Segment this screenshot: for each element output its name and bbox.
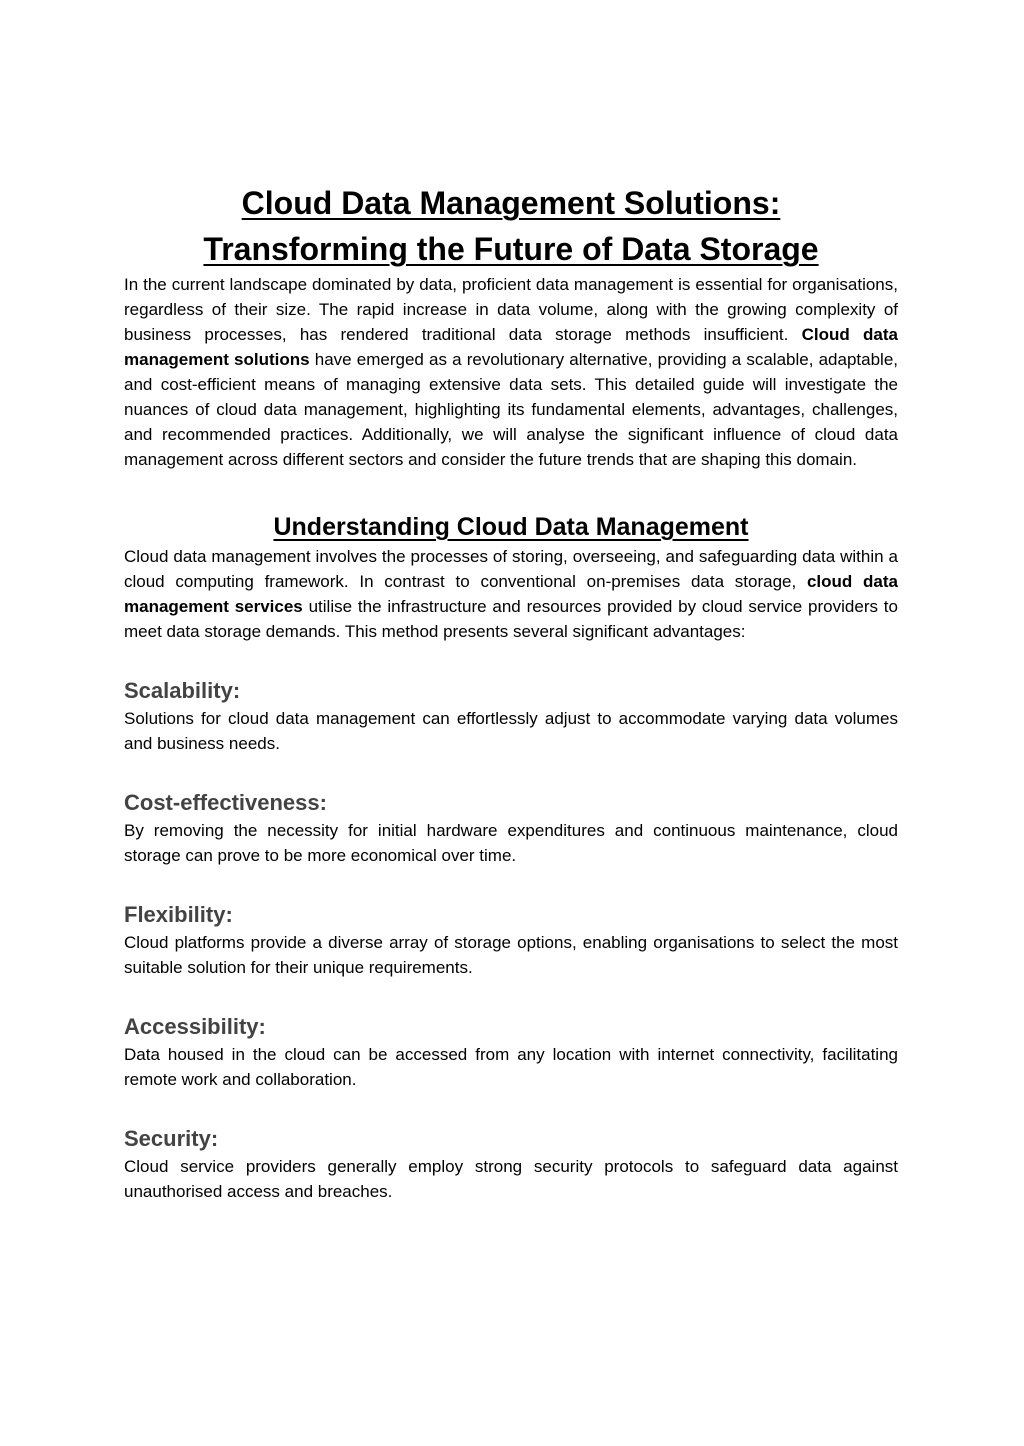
section-text-start: Cloud data management involves the processes of storing, overseeing, and safeguarding data within a cloud computing framework. In contrast to conventional on-premises data storage,: [124, 547, 898, 591]
advantage-heading-scalability: Scalability:: [124, 678, 241, 703]
intro-text-start: In the current landscape dominated by data, proficient data management is essential for organisations, regardless of their size. The rapid increase in data volume, along with the growing complexity of business processes, has rendered traditional data storage methods insufficient.: [124, 275, 898, 344]
section-heading: Understanding Cloud Data Management: [273, 513, 749, 541]
intro-paragraph: [124, 272, 898, 472]
advantage-text-flexibility: Cloud platforms provide a diverse array of storage options, enabling organisations to select the most suitable solution for their unique requirements.: [124, 933, 898, 977]
advantage-heading-accessibility: Accessibility:: [124, 1014, 266, 1039]
advantage-heading-security: Security:: [124, 1126, 219, 1151]
document-title-line-2: Transforming the Future of Data Storage: [203, 231, 819, 267]
advantage-heading-cost-effectiveness: Cost-effectiveness:: [124, 790, 327, 815]
document-title-line-1: Cloud Data Management Solutions:: [241, 185, 781, 221]
section-paragraph: [124, 544, 898, 644]
document-title: [124, 180, 898, 272]
section-text-end: utilise the infrastructure and resources provided by cloud service providers to meet data storage demands. This method presents several significant advantages:: [124, 597, 898, 641]
advantage-text-security: Cloud service providers generally employ strong security protocols to safeguard data against unauthorised access and breaches.: [124, 1157, 898, 1201]
intro-bold-phrase: Cloud data management solutions: [124, 325, 899, 369]
intro-text-end: have emerged as a revolutionary alternative, providing a scalable, adaptable, and cost-efficient means of managing extensive data sets. This detailed guide will investigate the nuances of cloud data management, highlighting its fundamental elements, advantages, challenges, and recommended practices. Additionally, we will analyse the significant influence of cloud data management across different sectors and consider the future trends that are shaping this domain.: [124, 350, 899, 469]
advantage-heading-flexibility: Flexibility:: [124, 902, 233, 927]
advantage-text-cost-effectiveness: By removing the necessity for initial hardware expenditures and continuous maintenance, cloud storage can prove to be more economical over time.: [124, 821, 898, 865]
document-page: [124, 180, 898, 1204]
advantage-text-scalability: Solutions for cloud data management can effortlessly adjust to accommodate varying data volumes and business needs.: [124, 709, 898, 753]
advantage-text-accessibility: Data housed in the cloud can be accessed from any location with internet connectivity, facilitating remote work and collaboration.: [124, 1045, 898, 1089]
section-bold-phrase: cloud data management services: [124, 572, 898, 616]
